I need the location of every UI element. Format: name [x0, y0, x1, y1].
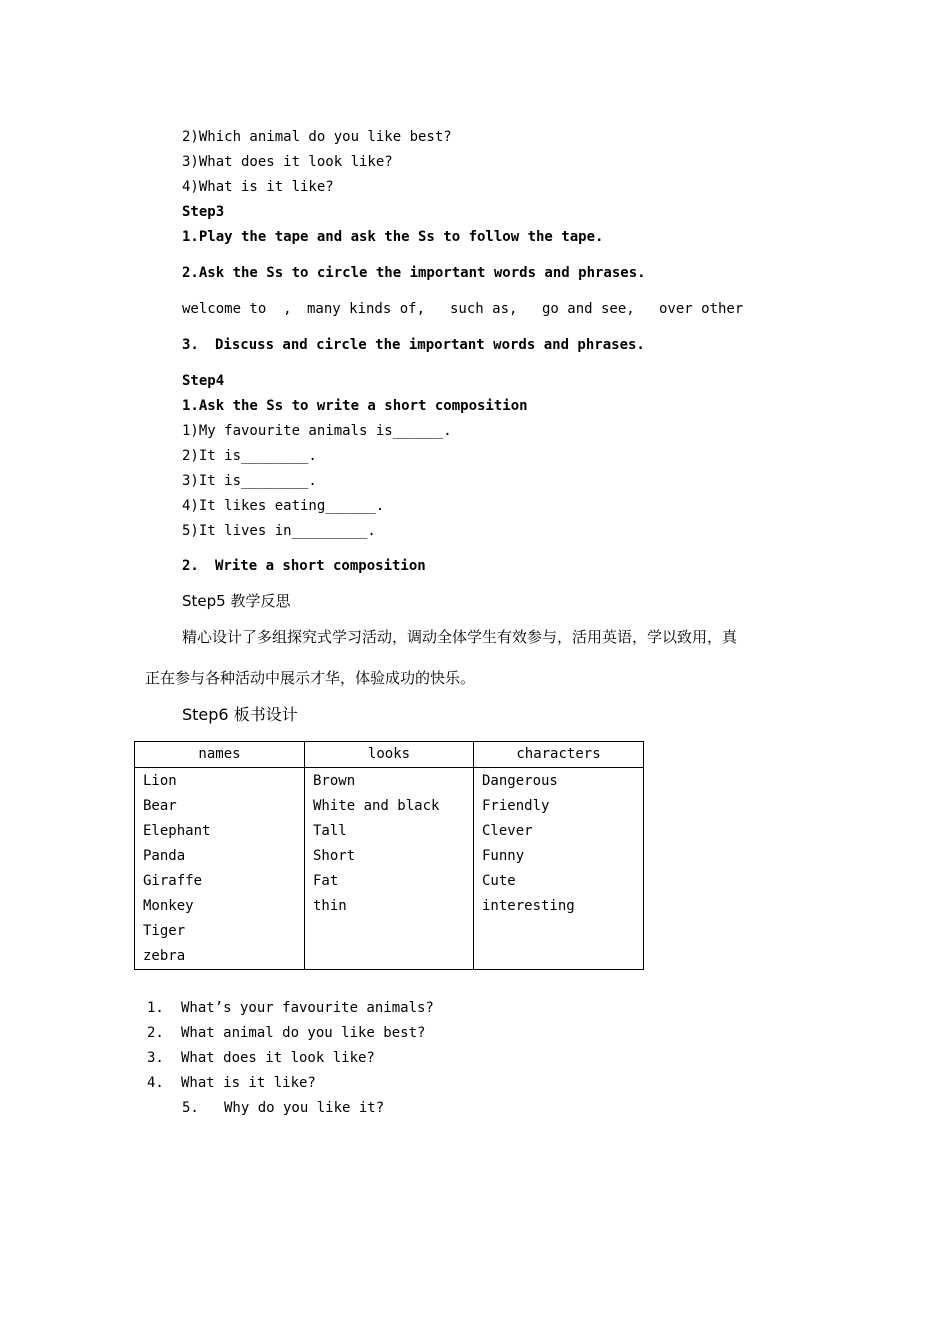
step4-item-2-number: 2.: [182, 558, 199, 574]
step3-item-1: 1.Play the tape and ask the Ss to follow the tape.: [182, 229, 604, 245]
question-number: 1.: [147, 1000, 164, 1016]
phrase-1: welcome to ,: [182, 301, 292, 317]
name-cell: Lion: [143, 773, 177, 789]
board-question-3: [147, 1048, 375, 1068]
question-number: 3.: [147, 1050, 164, 1066]
character-cell: Clever: [482, 823, 533, 839]
step6-title: Step6 板书设计: [182, 705, 298, 724]
phrase-3: such as,: [450, 301, 518, 317]
looks-cell: Short: [313, 848, 356, 864]
name-cell: Tiger: [143, 923, 186, 939]
looks-column: [305, 768, 474, 970]
question-number: 2.: [147, 1025, 164, 1041]
name-cell: Panda: [143, 848, 186, 864]
character-cell: Dangerous: [482, 773, 558, 789]
step4-item-2-text: Write a short composition: [215, 558, 426, 574]
step3-item-2: 2.Ask the Ss to circle the important words and phrases.: [182, 265, 646, 281]
looks-cell: Brown: [313, 773, 356, 789]
step2-question-3: 3)What does it look like?: [182, 154, 393, 170]
question-number: 5.: [182, 1100, 199, 1116]
table-header-row: [135, 742, 644, 768]
step4-blank-5: 5)It lives in_________.: [182, 523, 376, 539]
step4-blank-2: 2)It is________.: [182, 448, 317, 464]
looks-cell: Fat: [313, 873, 339, 889]
looks-cell: Tall: [313, 823, 347, 839]
looks-cell: thin: [313, 898, 347, 914]
character-cell: Friendly: [482, 798, 550, 814]
step3-item-3-text: Discuss and circle the important words and phrases.: [215, 337, 645, 353]
step5-paragraph-line-1: 精心设计了多组探究式学习活动，调动全体学生有效参与，活用英语，学以致用，真: [182, 628, 738, 646]
step5-title: Step5 教学反思: [182, 592, 291, 610]
phrase-5: over other: [659, 301, 744, 317]
phrase-2: many kinds of,: [307, 301, 426, 317]
question-text: What’s your favourite animals?: [181, 1000, 434, 1016]
question-number: 4.: [147, 1075, 164, 1091]
name-cell: Monkey: [143, 898, 194, 914]
name-cell: Giraffe: [143, 873, 203, 889]
board-question-4: [147, 1073, 316, 1093]
step4-blank-3: 3)It is________.: [182, 473, 317, 489]
step4-blank-1: 1)My favourite animals is______.: [182, 423, 452, 439]
name-cell: Bear: [143, 798, 177, 814]
character-cell: Funny: [482, 848, 525, 864]
header-looks: looks: [305, 742, 474, 768]
character-cell: Cute: [482, 873, 516, 889]
question-text: What animal do you like best?: [181, 1025, 426, 1041]
board-design-table: [134, 741, 644, 970]
names-column: [135, 768, 305, 970]
board-question-1: [147, 998, 434, 1018]
step4-blank-4: 4)It likes eating______.: [182, 498, 385, 514]
board-question-2: [147, 1023, 425, 1043]
name-cell: Elephant: [143, 823, 211, 839]
step3-title: Step3: [182, 204, 225, 220]
step2-question-2: 2)Which animal do you like best?: [182, 129, 452, 145]
question-text: Why do you like it?: [224, 1100, 385, 1116]
character-cell: interesting: [482, 898, 575, 914]
name-cell: zebra: [143, 948, 186, 964]
step2-question-4: 4)What is it like?: [182, 179, 334, 195]
phrase-4: go and see,: [542, 301, 635, 317]
table-body-row: [135, 768, 644, 970]
step4-item-1: 1.Ask the Ss to write a short composition: [182, 398, 528, 414]
step5-paragraph-line-2: 正在参与各种活动中展示才华，体验成功的快乐。: [145, 669, 476, 687]
step3-item-3-number: 3.: [182, 337, 199, 353]
question-text: What is it like?: [181, 1075, 316, 1091]
header-characters: characters: [474, 742, 644, 768]
step4-title: Step4: [182, 373, 225, 389]
header-names: names: [135, 742, 305, 768]
board-question-5: [182, 1098, 384, 1118]
question-text: What does it look like?: [181, 1050, 375, 1066]
looks-cell: White and black: [313, 798, 440, 814]
characters-column: [474, 768, 644, 970]
